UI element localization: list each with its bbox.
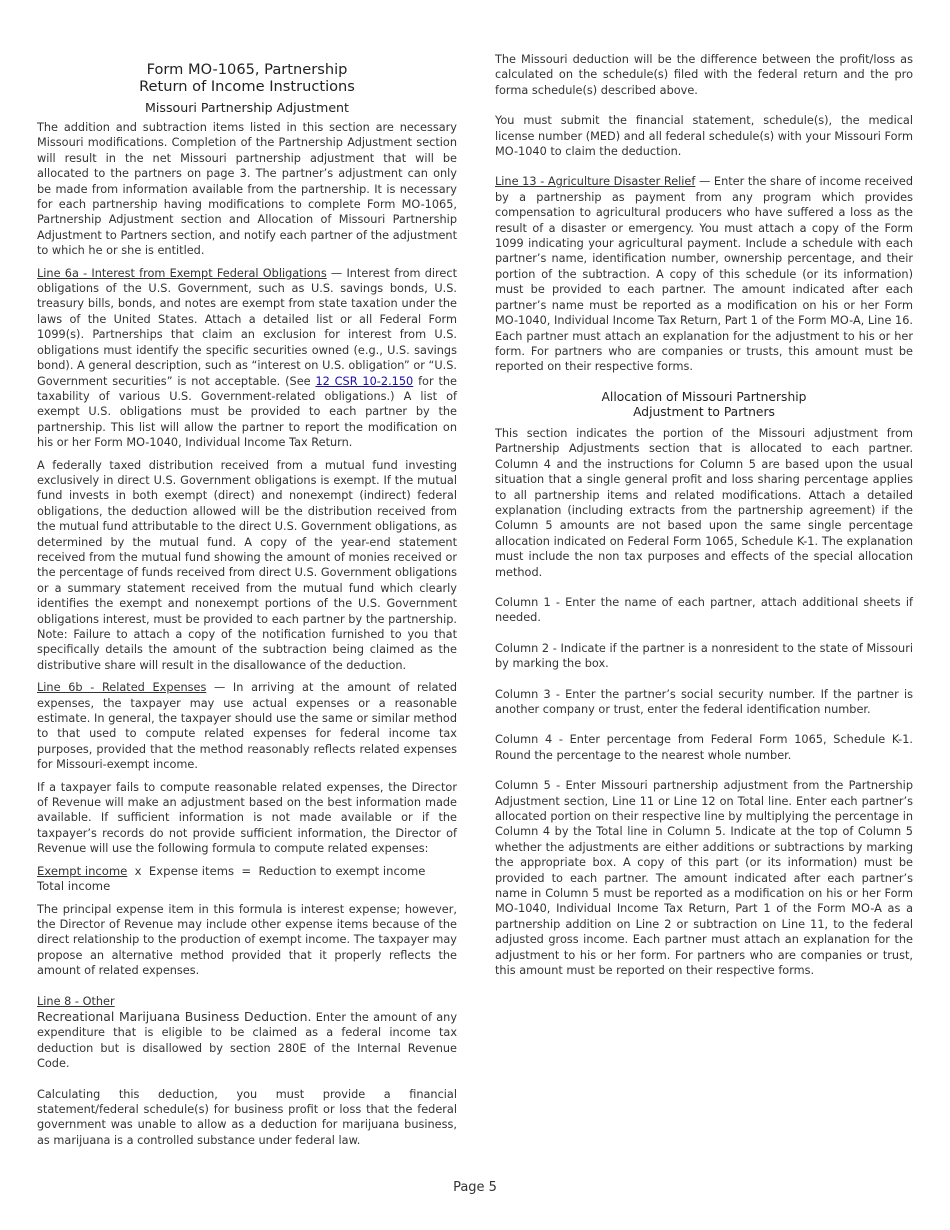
line-13-heading: Line 13 - Agriculture Disaster Relief (495, 175, 696, 189)
line-13-paragraph (495, 174, 913, 374)
column-1-instructions: Column 1 - Enter the name of each partner, attach additional sheets if needed. (495, 595, 913, 625)
line-6b-paragraph (37, 680, 457, 772)
line-6b-heading: Line 6b - Related Expenses (37, 681, 207, 695)
csr-link[interactable]: 12 CSR 10-2.150 (315, 374, 414, 388)
allocation-paragraph: This section indicates the portion of the Missouri adjustment from Partnership Adjustments section that is allocated to each partner. Column 4 and the instructions for Column 5 are based upon the usual situation that a single general profit and loss sharing percentage applies to all partnership items and related modifications. Attach a detailed explanation (including extracts from the partnership agreement) if the Column 5 amounts are not based upon the same single percentage allocation indicated on Federal Form 1065, Schedule K-1. The explanation must include the non tax purposes and effects of the special allocation method. (495, 426, 913, 579)
column-2-instructions: Column 2 - Indicate if the partner is a nonresident to the state of Missouri by marking the box. (495, 641, 913, 671)
line-8-text: Enter the amount of any expenditure that is eligible to be claimed as a federal income tax deduction but is disallowed by section 280E of the Internal Revenue Code. (37, 1010, 458, 1071)
calculating-paragraph: Calculating this deduction, you must provide a financial statement/federal schedule(s) for business profit or loss that the federal government was unable to allow as a deduction for marijuana business, as marijuana is a controlled substance under federal law. (37, 1087, 457, 1147)
page-title (37, 62, 457, 95)
formula-rest: x Expense items = Reduction to exempt income (127, 863, 426, 878)
fail-compute-paragraph: If a taxpayer fails to compute reasonable related expenses, the Director of Revenue will make an adjustment based on the best information made available. If sufficient information is not made available or if the taxpayer’s records do not provide sufficient information, the Director of Revenue will use the following formula to compute related expenses: (37, 780, 457, 856)
related-expenses-formula (37, 864, 457, 895)
line-6a-text-2: for the taxability of various U.S. Government-related obligations.) A list of exempt U.S. obligations must be provided to each partner by the partnership. This list will allow the partner to report the modification on his or her Form MO-1040, Individual Income Tax Return. (37, 374, 457, 450)
line-8-subheading: Recreational Marijuana Business Deduction. (37, 1008, 312, 1024)
title-line-1: Form MO-1065, Partnership (146, 61, 348, 78)
column-3-instructions: Column 3 - Enter the partner’s social security number. If the partner is another company or trust, enter the federal identification number. (495, 687, 913, 716)
section-subtitle: Missouri Partnership Adjustment (145, 100, 349, 115)
left-column (37, 52, 457, 1155)
column-5-instructions: Column 5 - Enter Missouri partnership adjustment from the Partnership Adjustment section, Line 11 or Line 12 on Total line. Enter each partner’s allocated portion on their respective line by multiplying the percentage in Column 4 by the Total line in Column 5. Indicate at the top of Column 5 whether the adjustments are either additions or subtractions by marking the appropriate box. A copy of this part (or its information) must be provided to each partner. The amount indicated after each partner’s name in Column 5 must be reported as a modification on his or her Form MO-1040, Individual Income Tax Return, Part 1 of the Form MO-A as a partnership addition on Line 2 or subtraction on Line 11, to the federal adjusted gross income. Each partner must attach an explanation for the adjustment to his or her form. For partners who are companies or trust, this amount must be reported on their respective forms. (495, 779, 913, 978)
line-6a-paragraph (37, 266, 457, 451)
line-8-heading: Line 8 - Other (37, 994, 115, 1008)
line-6b-text: — In arriving at the amount of related expenses, the taxpayer may use actual expenses or a reasonable estimate. In general, the taxpayer should use the same or similar method to that used to compute related expenses for federal income tax purposes, provided that the method reasonably reflects related expenses for Missouri-exempt income. (37, 681, 457, 772)
allocation-title-line-1: Allocation of Missouri Partnership (601, 389, 807, 404)
intro-paragraph: The addition and subtraction items listed in this section are necessary Missouri modifications. Completion of the Partnership Adjustment section will result in the net Missouri partnership adjustment that will be allocated to the partners on page 3. The partner’s adjustment can only be made from information available from the partnership. It is necessary for each partnership having modifications to complete Form MO-1065, Partnership Adjustment section and Allocation of Missouri Partnership Adjustment to Partners section, and notify each partner of the adjustment to which he or she is entitled. (37, 121, 457, 258)
page-number: Page 5 (453, 1180, 497, 1195)
submit-paragraph: You must submit the financial statement, schedule(s), the medical license number (MED) and all federal schedule(s) with your Missouri Form MO-1040 to claim the deduction. (495, 114, 913, 159)
title-line-2: Return of Income Instructions (139, 77, 355, 95)
line-6a-text-1: — Interest from direct obligations of the U.S. Government, such as U.S. savings bonds, U.S. treasury bills, bonds, and notes are exempt from state taxation under the laws of the United States. Attach a detailed list or all Federal Form 1099(s). Partnerships that claim an exclusion for interest from U.S. obligations must identify the specific securities owned (e.g., U.S. savings bond). A general description, such as “interest on U.S. obligation” or “U.S. Government securities” is not acceptable. (See (37, 266, 457, 388)
right-column (495, 52, 913, 986)
line-13-text: — Enter the share of income received by a partnership as payment from any program which provides compensation to agricultural producers who have suffered a loss as the result of a disaster or emergency. You must attach a copy of the Form 1099 indicating your agricultural payment. Include a schedule with each partner’s name, identification number, ownership percentage, and their portion of the subtraction. A copy of this schedule (or its information) must be provided to each partner. The amount indicated after each partner’s name must be reported as a modification on his or her Form MO-1040, Individual Income Tax Return, Part 1 of the Form MO-A, Line 16. Each partner must attach an explanation for the adjustment to his or her form. For partners who are companies or trusts, this amount must be reported on their respective forms. (495, 175, 913, 374)
line-8-paragraph (37, 1009, 457, 1072)
formula-numerator: Exempt income (37, 863, 128, 878)
column-4-instructions: Column 4 - Enter percentage from Federal Form 1065, Schedule K-1. Round the percentage to the nearest whole number. (495, 733, 913, 762)
formula-denominator: Total income (37, 879, 111, 894)
allocation-title (495, 390, 913, 421)
allocation-title-line-2: Adjustment to Partners (633, 405, 775, 420)
difference-paragraph: The Missouri deduction will be the difference between the profit/loss as calculated on the schedule(s) filed with the federal return and the pro forma schedule(s) described above. (495, 53, 913, 97)
line-6a-heading: Line 6a - Interest from Exempt Federal Obligations (37, 266, 327, 280)
principal-paragraph: The principal expense item in this formula is interest expense; however, the Director of Revenue may include other expense items because of the direct relationship to the production of exempt income. The taxpayer may propose an alternative method provided that it properly reflects the amount of related expenses. (37, 902, 457, 978)
mutual-fund-paragraph: A federally taxed distribution received from a mutual fund investing exclusively in direct U.S. Government obligations is exempt. If the mutual fund invests in both exempt (direct) and nonexempt (indirect) federal obligations, the deduction allowed will be the distribution received from the mutual fund attributable to the direct U.S. Government obligations, as determined by the mutual fund. A copy of the year-end statement received from the mutual fund showing the amount of monies received or the percentage of funds received from direct U.S. Government obligations or a summary statement received from the mutual fund which clearly identifies the exempt and nonexempt portions of the U.S. Government obligations interest, must be provided to each partner by the partnership. Note: Failure to attach a copy of the notification furnished to you that specifically details the amount of the subtraction being claimed as the distributive share will result in the disallowance of the deduction. (37, 458, 457, 672)
